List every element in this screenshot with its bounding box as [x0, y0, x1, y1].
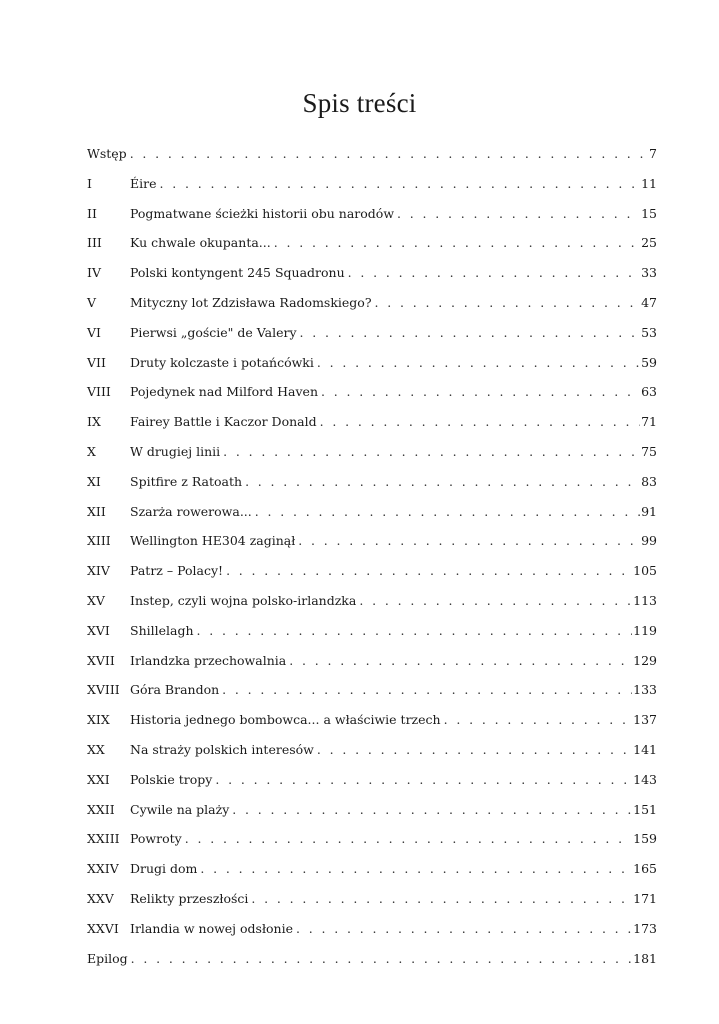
page-number: 75: [641, 444, 657, 459]
entry-title: Wstęp: [87, 146, 127, 161]
toc-row: [87, 348, 657, 378]
dot-leader: [320, 407, 640, 437]
page-number: 181: [633, 950, 657, 966]
page-number: 15: [641, 205, 657, 221]
chapter-number: II: [87, 205, 97, 221]
dot-leader: [245, 467, 640, 497]
page-number: 53: [641, 324, 657, 340]
entry-title: Wellington HE304 zaginął: [130, 533, 296, 549]
page-number: 165: [633, 861, 657, 877]
entry-title: Fairey Battle i Kaczor Donald: [130, 414, 317, 430]
entry-title: Drugi dom: [130, 861, 198, 877]
entry-title: Spitfire z Ratoath: [130, 473, 243, 489]
dot-leader: [185, 824, 632, 854]
page-number: 173: [633, 920, 657, 936]
page-number: 159: [633, 831, 657, 847]
toc-row: [87, 169, 657, 199]
dot-leader: [222, 675, 632, 705]
entry-title: Epilog: [87, 950, 128, 966]
page-number: 83: [641, 473, 657, 489]
entry-title: Relikty przeszłości: [130, 891, 249, 906]
chapter-number: XIX: [87, 712, 110, 728]
dot-leader: [223, 437, 640, 467]
page-number: 99: [641, 533, 657, 549]
page-number: 171: [633, 891, 657, 906]
chapter-number: XV: [87, 593, 105, 608]
chapter-number: XXIII: [87, 831, 120, 847]
dot-leader: [397, 199, 640, 229]
toc-row: [87, 854, 657, 884]
entry-title: Pogmatwane ścieżki historii obu narodów: [130, 205, 395, 221]
dot-leader: [200, 854, 632, 884]
dot-leader: [444, 705, 633, 735]
dot-leader: [232, 795, 632, 825]
entry-title: Historia jednego bombowca... a właściwie trzech: [130, 712, 441, 728]
page-number: 71: [641, 414, 657, 430]
dot-leader: [300, 318, 641, 348]
entry-title: W drugiej linii: [130, 444, 221, 459]
chapter-number: XI: [87, 473, 101, 489]
chapter-number: X: [87, 444, 96, 459]
entry-title: Powroty: [130, 831, 182, 847]
dot-leader: [130, 139, 648, 169]
page-number: 63: [641, 384, 657, 400]
page-number: 33: [641, 265, 657, 281]
chapter-number: XXII: [87, 801, 115, 817]
page-number: 7: [649, 146, 657, 161]
toc-row: [87, 705, 657, 735]
entry-title: Cywile na plaży: [130, 801, 230, 817]
page-number: 141: [633, 742, 657, 757]
chapter-number: VII: [87, 354, 106, 370]
chapter-number: IX: [87, 414, 101, 430]
toc-row: [87, 675, 657, 705]
page-number: 59: [641, 354, 657, 370]
chapter-number: XVIII: [87, 682, 120, 698]
page-number: 47: [641, 295, 657, 310]
toc-row: [87, 824, 657, 854]
entry-title: Polski kontyngent 245 Squadronu: [130, 265, 345, 281]
chapter-number: I: [87, 175, 92, 191]
toc-row: [87, 646, 657, 676]
dot-leader: [197, 616, 633, 646]
page-number: 119: [633, 622, 657, 638]
page-number: 143: [633, 771, 657, 787]
toc-row: [87, 228, 657, 258]
dot-leader: [317, 348, 640, 378]
dot-leader: [317, 735, 632, 765]
toc-row: [87, 735, 657, 765]
chapter-number: XXIV: [87, 861, 119, 877]
page-number: 129: [633, 652, 657, 668]
dot-leader: [289, 646, 632, 676]
toc-row: [87, 139, 657, 169]
toc-row: [87, 437, 657, 467]
chapter-number: XII: [87, 503, 106, 519]
dot-leader: [348, 258, 640, 288]
dot-leader: [160, 169, 641, 199]
toc-row: [87, 765, 657, 795]
entry-title: Mityczny lot Zdzisława Radomskiego?: [130, 295, 372, 310]
page-number: 105: [633, 563, 657, 579]
dot-leader: [215, 765, 632, 795]
page-number: 113: [633, 593, 657, 608]
entry-title: Pierwsi „goście" de Valery: [130, 324, 297, 340]
toc-row: [87, 556, 657, 586]
toc-row: [87, 318, 657, 348]
toc-row: [87, 497, 657, 527]
chapter-number: XIV: [87, 563, 110, 579]
toc-row: [87, 914, 657, 944]
dot-leader: [375, 288, 641, 318]
toc-row: [87, 258, 657, 288]
entry-title: Szarża rowerowa...: [130, 503, 252, 519]
chapter-number: XXVI: [87, 920, 119, 936]
entry-title: Góra Brandon: [130, 682, 220, 698]
chapter-number: IV: [87, 265, 101, 281]
page-number: 25: [641, 235, 657, 251]
entry-title: Irlandzka przechowalnia: [130, 652, 287, 668]
toc-row: [87, 526, 657, 556]
toc-row: [87, 288, 657, 318]
page-number: 151: [633, 801, 657, 817]
dot-leader: [359, 586, 632, 616]
dot-leader: [255, 497, 640, 527]
dot-leader: [321, 377, 640, 407]
entry-title: Patrz – Polacy!: [130, 563, 224, 579]
chapter-number: XVII: [87, 652, 115, 668]
toc-row: [87, 377, 657, 407]
toc-row: [87, 944, 657, 974]
dot-leader: [274, 228, 640, 258]
chapter-number: VI: [87, 324, 101, 340]
page-number: 133: [633, 682, 657, 698]
chapter-number: VIII: [87, 384, 111, 400]
entry-title: Éire: [130, 175, 157, 191]
dot-leader: [226, 556, 632, 586]
toc-row: [87, 884, 657, 914]
chapter-number: V: [87, 295, 97, 310]
toc-row: [87, 199, 657, 229]
chapter-number: XVI: [87, 622, 110, 638]
dot-leader: [131, 944, 632, 974]
chapter-number: XX: [87, 742, 105, 757]
page-title: Spis treści: [302, 88, 417, 118]
chapter-number: XIII: [87, 533, 111, 549]
chapter-number: III: [87, 235, 102, 251]
toc-row: [87, 616, 657, 646]
page-number: 11: [641, 175, 657, 191]
entry-title: Druty kolczaste i potańcówki: [130, 354, 314, 370]
entry-title: Na straży polskich interesów: [130, 742, 314, 757]
entry-title: Shillelagh: [130, 622, 194, 638]
dot-leader: [298, 526, 640, 556]
page-number: 91: [641, 503, 657, 519]
toc-row: [87, 586, 657, 616]
dot-leader: [251, 884, 632, 914]
toc-row: [87, 467, 657, 497]
toc-row: [87, 407, 657, 437]
chapter-number: XXV: [87, 891, 114, 906]
entry-title: Polskie tropy: [130, 771, 213, 787]
toc-row: [87, 795, 657, 825]
page-number: 137: [633, 712, 657, 728]
entry-title: Instep, czyli wojna polsko-irlandzka: [130, 593, 357, 608]
chapter-number: XXI: [87, 771, 110, 787]
dot-leader: [296, 914, 632, 944]
entry-title: Pojedynek nad Milford Haven: [130, 384, 319, 400]
entry-title: Ku chwale okupanta...: [130, 235, 271, 251]
entry-title: Irlandia w nowej odsłonie: [130, 920, 294, 936]
